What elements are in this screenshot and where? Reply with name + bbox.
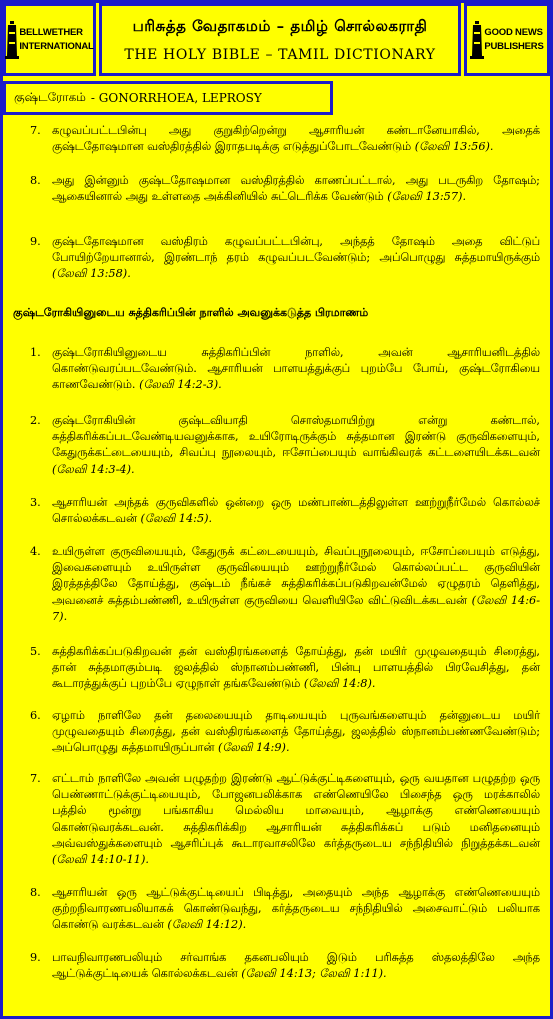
item-reference: (லேவி 14:8).: [303, 677, 376, 691]
topic-tamil: குஷ்டரோகம்: [14, 90, 86, 104]
title-box: [99, 3, 461, 76]
right-logo: [464, 3, 550, 76]
item-reference: (லேவி 14:12).: [167, 918, 247, 932]
item-reference: (லேவி 14:2-3).: [139, 378, 222, 392]
item-text: கழுவப்பட்டபின்பு அது குறுகிற்றென்று ஆசாரியன் கண்டானேயாகில், அதைக் குஷ்டதோஷமான வஸ்திரத்தில் இராதபடிக்கு எடுத்துப்போடவேண்டும்: [52, 124, 540, 154]
item-number: 7.: [30, 124, 41, 137]
item-reference: (லேவி 13:57).: [387, 190, 467, 204]
item-reference: (லேவி 14:9).: [217, 741, 290, 755]
item-number: 9.: [30, 951, 41, 964]
topic-english: - GONORRHOEA, LEPROSY: [90, 91, 262, 105]
section-heading: குஷ்டரோகியினுடைய சுத்திகரிப்பின் நாளில் அவனுக்கடுத்த பிரமாணம்: [13, 306, 369, 319]
item-number: 4.: [30, 545, 41, 558]
item-number: 8.: [30, 174, 41, 187]
left-logo: [3, 3, 96, 76]
topic-box: [3, 81, 333, 115]
item-number: 9.: [30, 235, 41, 248]
left-logo-line2: INTERNATIONAL: [19, 40, 94, 52]
item-reference: (லேவி 14:6-7).: [52, 593, 541, 623]
item-number: 1.: [30, 346, 41, 359]
item-text: எட்டாம் நாளிலே அவன் பழுதற்ற இரண்டு ஆட்டுக்குட்டிகளையும், ஒரு வயதான பழுதற்ற ஒரு பெண்ணாட்டுக்குட்டியையும், போஜனபலிக்காக எண்ணெயிலே பிசைந்த ஒரு மரக்காலில் பத்தில் மூன்று பங்காகிய மெல்லிய மாவையும், ஆழாக்கு எண்ணெயையும் கொண்டுவரக்கடவன். சுத்திகரிக்கிற ஆசாரியன் சுத்திகரிக்கப் படும் மனிதனையும் அவ்வஸ்துக்களையும் ஆசரிப்புக் கூடாரவாசலிலே கர்த்தருடைய சந்நிதியில் நிறுத்தக்கடவன்: [52, 772, 540, 850]
item-text: சுத்திகரிக்கப்படுகிறவன் தன் வஸ்திரங்களைத் தோய்த்து, தன் மயிர் முழுவதையும் சிரைத்து, தான் சுத்தமாகும்படி ஜலத்தில் ஸ்நானம்பண்ணி, பின்பு பாளயத்தில் பிரவேசித்து, தன் கூடாரத்துக்குப் புறம்பே ஏழுநாள் தங்கவேண்டும்: [52, 645, 540, 691]
left-logo-line1: BELLWETHER: [19, 26, 83, 38]
item-text: ஆசாரியன் ஒரு ஆட்டுக்குட்டியைப் பிடித்து, அதையும் அந்த ஆழாக்கு எண்ணெயையும் குற்றநிவாரணபலியாகக் கொண்டுவந்து, கர்த்தருடைய சந்நிதியில் அசைவாட்டும் பலியாக கொண்டு வரக்கடவன்: [52, 886, 540, 932]
item-text: ஆசாரியன் அந்தக் குருவிகளில் ஒன்றை ஒரு மண்பாண்டத்திலுள்ள ஊற்றுநீர்மேல் கொல்லச் சொல்லக்கடவன்: [52, 496, 540, 526]
item-number: 6.: [30, 709, 41, 722]
title-tamil: பரிசுத்த வேதாகமம் – தமிழ் சொல்லகராதி: [132, 16, 428, 35]
lighthouse-icon: [5, 20, 19, 60]
lighthouse-icon: [470, 20, 484, 60]
title-english: THE HOLY BIBLE – TAMIL DICTIONARY: [124, 46, 436, 63]
item-reference: (லேவி 14:5).: [140, 512, 213, 526]
item-number: 5.: [30, 645, 41, 658]
right-logo-line2: PUBLISHERS: [484, 40, 544, 52]
item-number: 2.: [30, 414, 41, 427]
item-text: குஷ்டரோகியினுடைய சுத்திகரிப்பின் நாளில், அவன் ஆசாரியனிடத்தில் கொண்டுவரப்படவேண்டும். ஆசாரியன் பாளயத்துக்குப் புறம்பே போய், குஷ்டரோகியை காணவேண்டும்.: [52, 346, 540, 392]
item-number: 3.: [30, 496, 41, 509]
item-reference: (லேவி 14:13; லேவி 1:11).: [241, 967, 387, 981]
item-number: 7.: [30, 772, 41, 785]
item-reference: (லேவி 13:58).: [52, 267, 131, 281]
item-text: உயிருள்ள குருவியையும், கேதுருக் கட்டையையும், சிவப்புநூலையும், ஈசோப்பையும் எடுத்து, இவைகளையும் உயிருள்ள குருவியையும் ஊற்றுநீர்மேல் கொல்லப்பட்ட குருவியின் இரத்தத்திலே தோய்த்து, குஷ்டம் நீங்கச் சுத்திகரிக்கப்படுகிறவன்மேல் ஏழுதரம் தெளித்து, அவனைச் சுத்தம்பண்ணி, உயிருள்ள குருவியை வெளியிலே விட்டுவிடக்கடவன்: [52, 545, 540, 607]
item-reference: (லேவி 13:56).: [414, 140, 494, 154]
item-text: பாவநிவாரணபலியும் சர்வாங்க தகனபலியும் இடும் பரிசுத்த ஸ்தலத்திலே அந்த ஆட்டுக்குட்டியைக் கொல்லக்கடவன்: [52, 951, 540, 981]
right-logo-line1: GOOD NEWS: [484, 26, 543, 38]
item-text: குஷ்டரோகியின் குஷ்டவியாதி சொஸ்தமாயிற்று என்று கண்டால், சுத்திகரிக்கப்படவேண்டியவனுக்காக, உயிரோடிருக்கும் சுத்தமான இரண்டு குருவிகளையும், கேதுருக்கட்டையையும், சிவப்பு நூலையும், ஈசோப்பையும் வாங்கிவரக் கட்டளையிடக்கடவன்: [52, 414, 540, 460]
item-reference: (லேவி 14:10-11).: [52, 853, 149, 867]
item-text: ஏழாம் நாளிலே தன் தலையையும் தாடியையும் புருவங்களையும் தன்னுடைய மயிர் முழுவதையும் சிரைத்து, தன் வஸ்திரங்களைத் தோய்த்து, ஜலத்தில் ஸ்நானம்பண்ணவேண்டும்; அப்பொழுது சுத்தமாயிருப்பான்: [52, 709, 540, 755]
item-text: அது இன்னும் குஷ்டதோஷமான வஸ்திரத்தில் காணப்பட்டால், அது படருகிற தோஷம்; ஆகையினால் அது உள்ளதை அக்கினியில் சுட்டெரிக்க வேண்டும்: [52, 174, 540, 204]
item-reference: (லேவி 14:3-4).: [52, 462, 135, 476]
item-number: 8.: [30, 886, 41, 899]
item-text: குஷ்டதோஷமான வஸ்திரம் கழுவப்பட்டபின்பு, அந்தத் தோஷம் அதை விட்டுப் போயிற்றேயானால், இரண்டாந் தரம் கழுவப்படவேண்டும்; அப்பொழுது சுத்தமாயிருக்கும்: [52, 235, 540, 265]
header: [0, 0, 553, 79]
